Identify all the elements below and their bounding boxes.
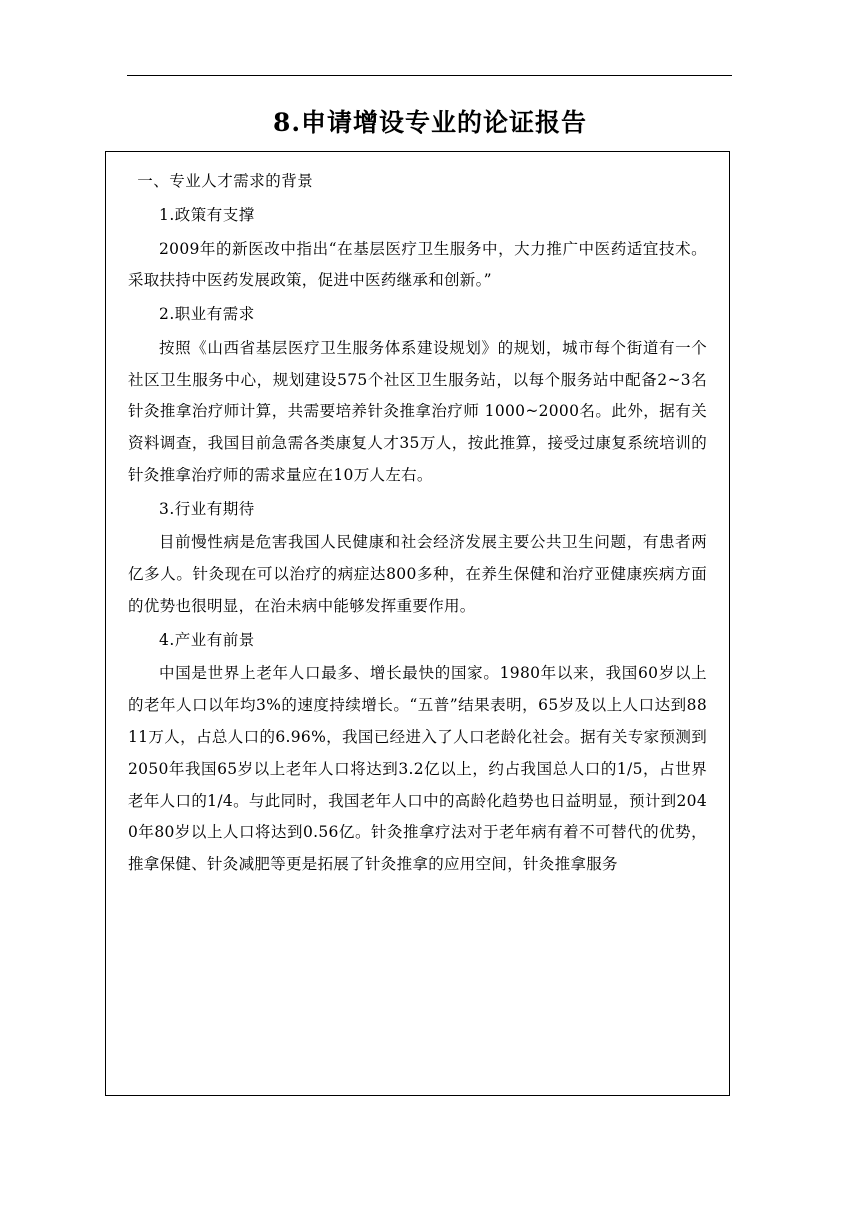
section-heading: 3.行业有期待 <box>159 499 255 518</box>
body-paragraph: 目前慢性病是危害我国人民健康和社会经济发展主要公共卫生问题，有患者两亿多人。针灸现在可以治疗的病症达800多种，在养生保健和治疗亚健康疾病方面的优势也很明显，在治未病中能够发挥重要作用。 <box>128 533 707 615</box>
content-frame <box>105 151 730 1096</box>
section-heading: 4.产业有前景 <box>159 630 255 649</box>
body-paragraph: 2009年的新医改中指出“在基层医疗卫生服务中，大力推广中医药适宜技术。采取扶持中医药发展政策，促进中医药继承和创新。” <box>128 239 707 290</box>
section-heading: 一、专业人才需求的背景 <box>137 172 314 190</box>
section-heading: 1.政策有支撑 <box>159 205 255 224</box>
header-rule <box>127 75 732 76</box>
body-paragraph: 中国是世界上老年人口最多、增长最快的国家。1980年以来，我国60岁以上的老年人口以年均3%的速度持续增长。“五普”结果表明，65岁及以上人口达到8811万人，占总人口的6.96%，我国已经进入了人口老龄化社会。据有关专家预测到2050年我国65岁以上老年人口将达到3.2亿以上，约占我国总人口的1/5，占世界老年人口的1/4。与此同时，我国老年人口中的高龄化趋势也日益明显，预计到2040年80岁以上人口将达到0.56亿。针灸推拿疗法对于老年病有着不可替代的优势，推拿保健、针灸减肥等更是拓展了针灸推拿的应用空间，针灸推拿服务 <box>128 664 707 874</box>
section-heading: 2.职业有需求 <box>159 305 255 324</box>
page-title: 8.申请增设专业的论证报告 <box>272 108 588 137</box>
body-paragraph: 按照《山西省基层医疗卫生服务体系建设规划》的规划，城市每个街道有一个社区卫生服务中心，规划建设575个社区卫生服务站，以每个服务站中配备2~3名针灸推拿治疗师计算，共需要培养针灸推拿治疗师 1000~2000名。此外，据有关资料调查，我国目前急需各类康复人才35万人，按此推算，接受过康复系统培训的针灸推拿治疗师的需求量应在10万人左右。 <box>128 338 707 484</box>
